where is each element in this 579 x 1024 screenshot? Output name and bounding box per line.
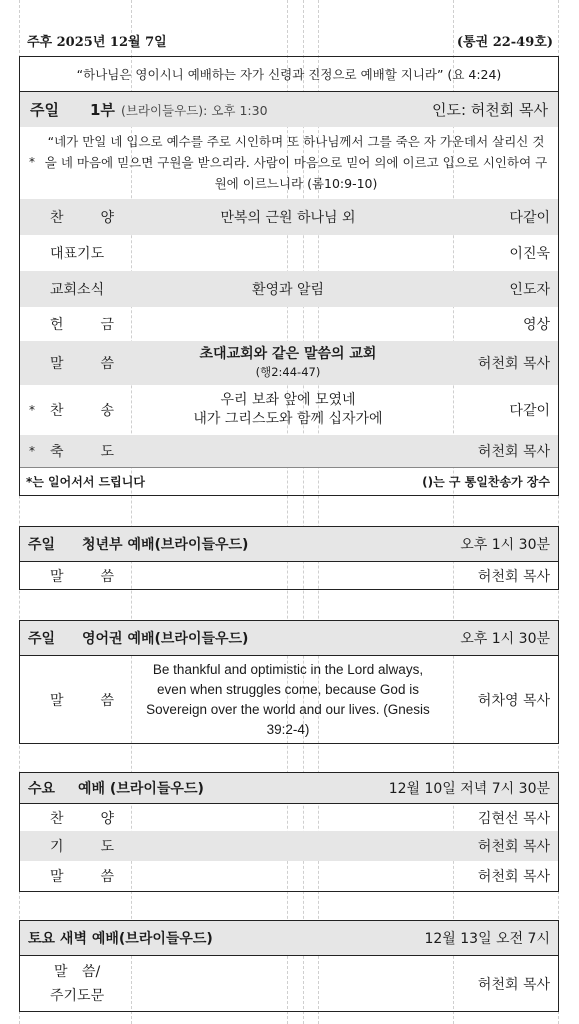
saturday-service-box <box>19 920 559 1012</box>
service-time: 12월 13일 오전 7시 <box>424 931 550 947</box>
item-person: 다같이 <box>509 403 550 419</box>
service-time: 오후 1시 30분 <box>460 631 550 647</box>
stand-mark: * <box>29 155 35 169</box>
main-service-title <box>20 91 558 127</box>
item-label: 씀 <box>100 869 114 885</box>
item-person: 허천회 목사 <box>477 869 550 885</box>
stand-mark: * <box>29 444 35 458</box>
item-label: 씀 <box>100 692 114 709</box>
item-label: 도 <box>100 839 114 855</box>
wednesday-item-sermon <box>20 861 558 891</box>
item-content: 환영과 알림 <box>251 282 325 298</box>
english-sermon-row <box>20 655 558 743</box>
item-person: 허천회 목사 <box>477 356 550 372</box>
call-to-worship <box>20 127 558 197</box>
item-person: 허천회 목사 <box>477 444 550 460</box>
sermon-title: 초대교회와 같은 말씀의 교회 <box>199 346 377 362</box>
item-label: 말 <box>50 869 64 885</box>
order-item-prayer <box>20 235 558 271</box>
wednesday-service-title <box>20 773 558 803</box>
order-item-praise <box>20 199 558 235</box>
item-person: 인도자 <box>509 282 550 298</box>
item-label: 찬 <box>50 403 64 419</box>
saturday-service-title <box>20 921 558 955</box>
item-person: 허천회 목사 <box>477 568 550 585</box>
notes-row <box>20 467 558 495</box>
volume-number: (통권 22-49호) <box>456 34 553 50</box>
order-item-hymn <box>20 385 558 435</box>
item-person: 허차영 목사 <box>477 692 550 709</box>
service-leader: 인도: 허천회 목사 <box>431 101 548 119</box>
hymn-title: 내가 그리스도와 함께 십자가에 <box>193 411 383 427</box>
item-person: 이진욱 <box>509 246 550 262</box>
week-date: 주후 2025년 12월 7일 <box>27 34 167 50</box>
service-day: 주일 <box>30 101 59 119</box>
item-label: 도 <box>100 444 114 460</box>
item-label: 교회소식 <box>50 282 105 298</box>
english-service-box <box>19 620 559 744</box>
item-label: 양 <box>100 210 114 226</box>
order-item-offering <box>20 307 558 341</box>
item-label: 금 <box>100 317 114 333</box>
item-label: 축 <box>50 444 64 460</box>
motto-text: “하나님은 영이시니 예배하는 자가 신령과 진정으로 예배할 지니라” (요 4:24) <box>76 67 502 82</box>
service-part: 1부 <box>90 101 115 119</box>
service-title: 청년부 예배(브라이들우드) <box>82 537 249 553</box>
main-service-box <box>19 56 559 496</box>
sermon-reference: (행2:44-47) <box>255 365 321 379</box>
service-time: 오후 1시 30분 <box>460 537 550 553</box>
item-label: 찬 <box>50 810 64 827</box>
standing-note: *는 일어서서 드립니다 <box>26 475 145 489</box>
order-item-sermon <box>20 341 558 385</box>
service-day: 주일 <box>28 631 56 647</box>
stand-mark: * <box>29 403 35 417</box>
item-label: 헌 <box>50 317 64 333</box>
item-label: 주기도문 <box>50 987 105 1004</box>
sermon-message: Be thankful and optimistic in the Lord always, even when struggles come, because God is Sovereign over the world and our lives. (Gnesis 39:2-4) <box>146 661 430 737</box>
hymnal-note: ()는 구 통일찬송가 장수 <box>422 475 550 489</box>
item-label: 씀 <box>100 568 114 585</box>
item-label: 말 <box>50 356 64 372</box>
service-title: 토요 새벽 예배(브라이들우드) <box>28 931 213 947</box>
item-label: 말 <box>50 692 64 709</box>
motto <box>20 57 558 91</box>
item-person: 김현선 목사 <box>477 810 550 827</box>
bulletin-header <box>19 24 559 56</box>
youth-service-box <box>19 526 559 590</box>
item-label: 씀 <box>100 356 114 372</box>
item-label: 대표기도 <box>50 246 105 262</box>
service-title: 예배 (브라이들우드) <box>78 781 204 797</box>
item-label: 말 씀/ <box>54 963 101 980</box>
service-day: 수요 <box>28 781 56 797</box>
item-person: 허천회 목사 <box>477 976 550 993</box>
hymn-title: 우리 보좌 앞에 모였네 <box>220 392 356 408</box>
item-label: 송 <box>100 403 114 419</box>
item-content: 만복의 근원 하나님 외 <box>220 210 356 226</box>
youth-sermon-row <box>20 561 558 589</box>
service-time: 12월 10일 저녁 7시 30분 <box>388 781 550 797</box>
saturday-sermon-row <box>20 955 558 1011</box>
item-label: 양 <box>100 810 114 827</box>
wednesday-item-prayer <box>20 831 558 861</box>
service-location: (브라이들우드): 오후 1:30 <box>120 102 268 118</box>
item-label: 말 <box>50 568 64 585</box>
item-person: 영상 <box>522 317 550 333</box>
wednesday-service-box <box>19 772 559 892</box>
item-person: 허천회 목사 <box>477 839 550 855</box>
item-person: 다같이 <box>509 210 550 226</box>
item-label: 찬 <box>50 210 64 226</box>
service-day: 주일 <box>28 537 56 553</box>
order-item-benediction <box>20 435 558 467</box>
youth-service-title <box>20 527 558 561</box>
call-verse: “네가 만일 네 입으로 예수를 주로 시인하며 또 하나님께서 그를 죽은 자 가운데서 살리신 것을 네 마음에 믿으면 구원을 받으리라. 사람이 마음으로 믿어 의에 이르고 입으로 시인하여 구원에 이르느니라 (롬10:9-10) <box>44 133 548 191</box>
order-item-news <box>20 271 558 307</box>
wednesday-item-praise <box>20 803 558 831</box>
english-service-title <box>20 621 558 655</box>
service-title: 영어권 예배(브라이들우드) <box>82 631 249 647</box>
item-label: 기 <box>50 839 64 855</box>
